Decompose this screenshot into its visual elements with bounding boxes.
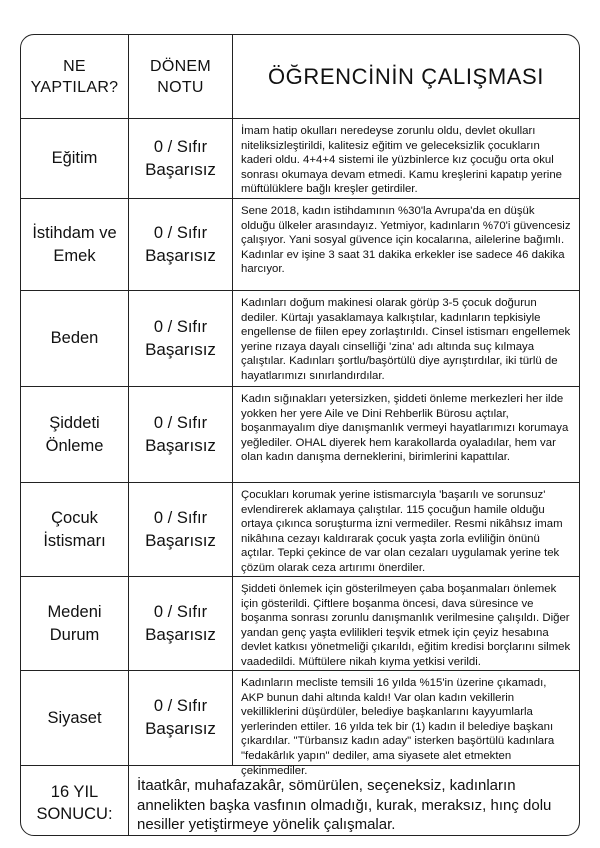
topic-line: Şiddeti [49, 413, 100, 432]
row-topic [21, 119, 129, 199]
row-grade [129, 483, 233, 577]
row-description: Kadınları doğum makinesi olarak görüp 3-5 çocuk doğurun dediler. Kürtajı yasaklamaya kalkıştılar, kadınların tepkisiyle engellense de fiilen epey zorlaştırıldı. Cinsel istismarı engellemek yerine rızaya dayalı cinselliği 'zina' adı altında suç kılmaya çalıştılar. Kadınları şortlu/başörtülü diye ayrıştırdılar, iki türlü de hayatlarımızı sınırlandırdılar. [233, 291, 579, 387]
row-description: Şiddeti önlemek için gösterilmeyen çaba boşanmaları önlemek için gösterildi. Çiftlere boşanma öncesi, dava süresince ve boşanma sonrası zorunlu danışmanlık verilmesine çalışıldı. Diğer yandan genç yaşta evlilikleri teşvik etmek için çeyiz hesabına devlet katkısı yönetmeliği çıkarıldı, eğitim kredisi borçlarını silmek vaadedildi. Müftülere nikah kıyma yetkisi verildi. [233, 577, 579, 671]
grade-score: 0 / Sıfır [153, 602, 208, 621]
grade-score: 0 / Sıfır [153, 317, 208, 336]
topic-line: Çocuk [51, 508, 98, 527]
grade-result: Başarısız [145, 245, 216, 265]
topic-line: Siyaset [47, 708, 102, 727]
row-description: Kadın sığınakları yetersizken, şiddeti önleme merkezleri her ilde yokken her yere Aile ve Dini Rehberlik Bürosu açtılar, boşanmayalım diye danışmanlık vermeyi hayatlarımızı korumaya yeğlediler. OHAL diyerek hem karakollarda oyaladılar, hem var olan kadın danışma derneklerini, birimlerini kapattılar. [233, 387, 579, 483]
row-grade [129, 291, 233, 387]
row-description: Kadınların mecliste temsili 16 yılda %15'in üzerine çıkamadı, AKP bunun dahi altında kaldı! Var olan kadın vekillerin vekilliklerini düşürdüler, belediye başkanlarını kayyumlarla yerlerinden ettiler. 16 yılda tek bir (1) kadın il belediye başkanı çıkardılar. "Türbansız kadın aday" isterken başörtülü kadınlara "fedakârlık yapın" dediler, ama siyasete alet etmekten çekinmediler. [233, 671, 579, 766]
grade-score: 0 / Sıfır [153, 137, 208, 156]
row-topic [21, 577, 129, 671]
topic-line: Medeni [47, 602, 102, 621]
grade-score: 0 / Sıfır [153, 413, 208, 432]
topic-line: İstismarı [43, 531, 106, 550]
row-grade [129, 199, 233, 291]
row-grade [129, 387, 233, 483]
report-card [20, 34, 580, 836]
header-student-work: ÖĞRENCİNİN ÇALIŞMASI [233, 35, 579, 119]
grade-score: 0 / Sıfır [153, 508, 208, 527]
topic-line: Emek [53, 246, 96, 265]
header-line: YAPTILAR? [30, 78, 119, 96]
row-grade [129, 671, 233, 766]
grade-result: Başarısız [145, 719, 216, 738]
grade-result: Başarısız [145, 339, 216, 359]
grade-score: 0 / Sıfır [153, 697, 208, 715]
grade-result: Başarısız [145, 624, 216, 644]
row-topic [21, 387, 129, 483]
summary-label [21, 766, 129, 836]
row-grade [129, 119, 233, 199]
topic-line: Eğitim [51, 149, 98, 167]
topic-line: Önleme [45, 436, 104, 455]
topic-line: Durum [49, 625, 100, 644]
grade-result: Başarısız [145, 530, 216, 550]
grade-result: Başarısız [145, 159, 216, 179]
header-line: NE [63, 57, 86, 75]
row-topic [21, 199, 129, 291]
header-term-grade [129, 35, 233, 119]
header-line: NOTU [157, 78, 204, 96]
summary-label-line: SONUCU: [36, 805, 113, 824]
summary-label-line: 16 YIL [50, 783, 99, 802]
report-table [21, 35, 579, 835]
row-description: İmam hatip okulları neredeyse zorunlu oldu, devlet okulları niteliksizleştirildi, kalitesiz eğitim ve geleceksizlik çocukların kaderi oldu. 4+4+4 sistemi ile yüzbinlerce kız çocuğu orta okul sonrası okumaya devam etmedi. Kamu kreşlerini kapatıp yerine müftülüklere bağlı kreşler getirdiler. [233, 119, 579, 199]
header-line: DÖNEM [149, 57, 212, 75]
grade-score: 0 / Sıfır [153, 223, 208, 242]
row-description: Çocukları korumak yerine istismarcıyla 'başarılı ve sorunsuz' evlendirerek aklamaya çalıştılar. 115 çocuğun hamile olduğu ortaya çıkınca soruşturma izni vermediler. Resmi nikâhsız imam nikâhına cezayı kaldırarak çocuk yaşta zorla evliliğin önünü açtılar. Tepki çekince de var olan cezaları uygulamak yerine tek çözüm olarak ceza artırımı önerdiler. [233, 483, 579, 577]
header-what-they-did [21, 35, 129, 119]
topic-line: İstihdam ve [32, 223, 117, 242]
row-topic [21, 483, 129, 577]
topic-line: Beden [50, 329, 99, 347]
row-topic [21, 671, 129, 766]
summary-text: İtaatkâr, muhafazakâr, sömürülen, seçeneksiz, kadınların annelikten başka vasfının olmadığı, kurak, meraksız, hınç dolu nesiller yetiştirmeye yönelik çalışmalar. [137, 777, 552, 833]
row-topic [21, 291, 129, 387]
row-grade [129, 577, 233, 671]
grade-result: Başarısız [145, 435, 216, 455]
row-description: Sene 2018, kadın istihdamının %30'la Avrupa'da en düşük olduğu ülkeler arasındayız. Yetmiyor, kadınların %70'i güvencesiz çalışıyor. Yani sosyal güvence için kocalarına, ailelerine bağımlı. Kadınlar ev işine 3 saat 31 dakika erkekler ise sadece 46 dakika harcıyor. [233, 199, 579, 291]
